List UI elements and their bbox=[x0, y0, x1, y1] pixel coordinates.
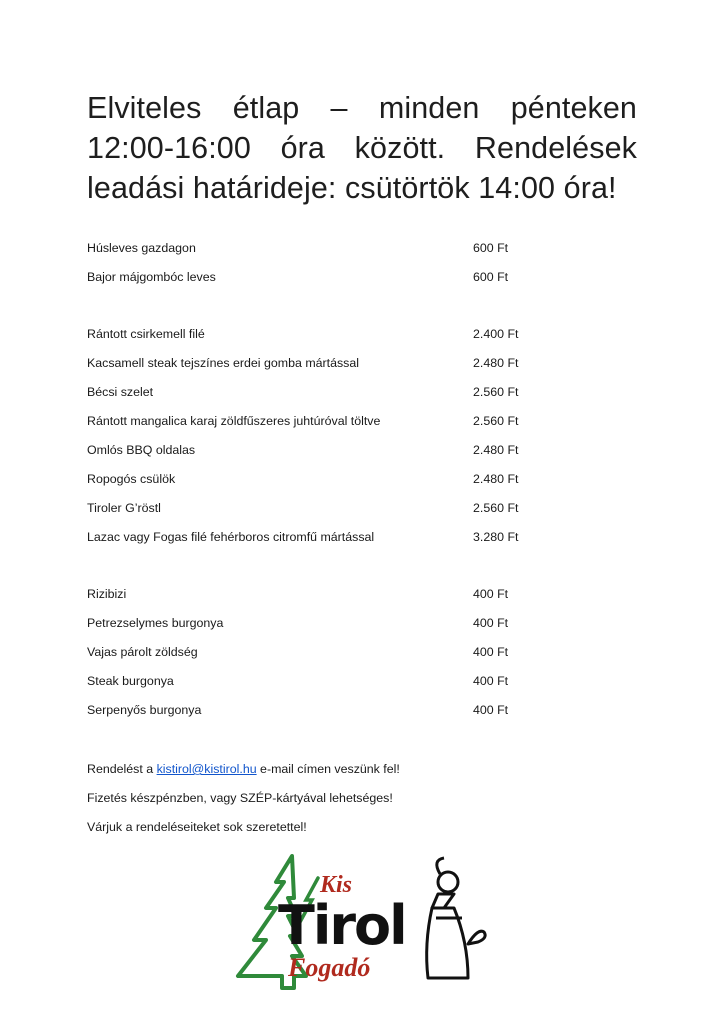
menu-item-price: 2.480 Ft bbox=[473, 472, 519, 486]
menu-item-name: Serpenyős burgonya bbox=[87, 703, 202, 717]
menu-item bbox=[87, 440, 647, 469]
payment-info: Fizetés készpénzben, vagy SZÉP-kártyával lehetséges! bbox=[87, 791, 393, 805]
menu-item-price: 2.400 Ft bbox=[473, 327, 519, 341]
menu-item bbox=[87, 700, 647, 729]
menu-item bbox=[87, 584, 647, 613]
menu-item bbox=[87, 324, 647, 353]
menu-item-name: Bécsi szelet bbox=[87, 385, 154, 399]
menu-item bbox=[87, 238, 647, 267]
menu-item-name: Ropogós csülök bbox=[87, 472, 176, 486]
email-link[interactable]: kistirol@kistirol.hu bbox=[156, 762, 257, 776]
menu-item-price: 2.480 Ft bbox=[473, 443, 519, 457]
woman-figure-icon bbox=[427, 858, 485, 978]
menu-item bbox=[87, 671, 647, 700]
menu-item bbox=[87, 642, 647, 671]
group-spacer bbox=[87, 556, 647, 584]
menu-item-name: Petrezselymes burgonya bbox=[87, 616, 224, 630]
menu-item bbox=[87, 469, 647, 498]
closing-text: Várjuk a rendeléseiteket sok szeretettel! bbox=[87, 820, 307, 834]
menu-item-price: 2.560 Ft bbox=[473, 385, 519, 399]
menu-item-price: 400 Ft bbox=[473, 703, 509, 717]
menu-item-name: Omlós BBQ oldalas bbox=[87, 443, 196, 457]
menu-item bbox=[87, 353, 647, 382]
kis-tirol-logo bbox=[232, 848, 494, 992]
menu-item-price: 400 Ft bbox=[473, 587, 509, 601]
menu-item-price: 400 Ft bbox=[473, 645, 509, 659]
menu-item-name: Steak burgonya bbox=[87, 674, 174, 688]
menu-item-price: 600 Ft bbox=[473, 270, 509, 284]
menu-item-price: 600 Ft bbox=[473, 241, 509, 255]
menu-item-price: 400 Ft bbox=[473, 616, 509, 630]
footer bbox=[87, 761, 647, 848]
page-title: Elviteles étlap – minden pénteken 12:00-16:00 óra között. Rendelések leadási határideje: csütörtök 14:00 óra! bbox=[87, 91, 637, 205]
menu-item bbox=[87, 267, 647, 296]
logo-top-word: Kis bbox=[320, 872, 353, 898]
menu-item-name: Lazac vagy Fogas filé fehérboros citromfű mártással bbox=[87, 530, 375, 544]
menu-item bbox=[87, 498, 647, 527]
menu-item-name: Húsleves gazdagon bbox=[87, 241, 196, 255]
menu-item-price: 2.480 Ft bbox=[473, 356, 519, 370]
group-spacer bbox=[87, 296, 647, 324]
menu-item-name: Kacsamell steak tejszínes erdei gomba mártással bbox=[87, 356, 360, 370]
menu-item-name: Vajas párolt zöldség bbox=[87, 645, 198, 659]
menu-item-name: Tiroler G’röstl bbox=[87, 501, 161, 515]
order-prefix: Rendelést a bbox=[87, 762, 157, 776]
menu-item-price: 2.560 Ft bbox=[473, 414, 519, 428]
menu-item-price: 2.560 Ft bbox=[473, 501, 519, 515]
menu-item bbox=[87, 411, 647, 440]
menu-item bbox=[87, 527, 647, 556]
logo-main-word: Tirol bbox=[278, 894, 406, 957]
logo-bottom-word: Fogadó bbox=[288, 953, 371, 982]
menu-item-name: Bajor májgombóc leves bbox=[87, 270, 216, 284]
order-info bbox=[87, 761, 647, 790]
menu-item-name: Rizibizi bbox=[87, 587, 127, 601]
order-suffix: e-mail címen veszünk fel! bbox=[256, 762, 400, 776]
menu-item-name: Rántott csirkemell filé bbox=[87, 327, 205, 341]
menu-item-name: Rántott mangalica karaj zöldfűszeres juhtúróval töltve bbox=[87, 414, 381, 428]
menu-list bbox=[87, 238, 647, 729]
menu-item-price: 400 Ft bbox=[473, 674, 509, 688]
menu-item bbox=[87, 613, 647, 642]
menu-item-price: 3.280 Ft bbox=[473, 530, 519, 544]
menu-item bbox=[87, 382, 647, 411]
